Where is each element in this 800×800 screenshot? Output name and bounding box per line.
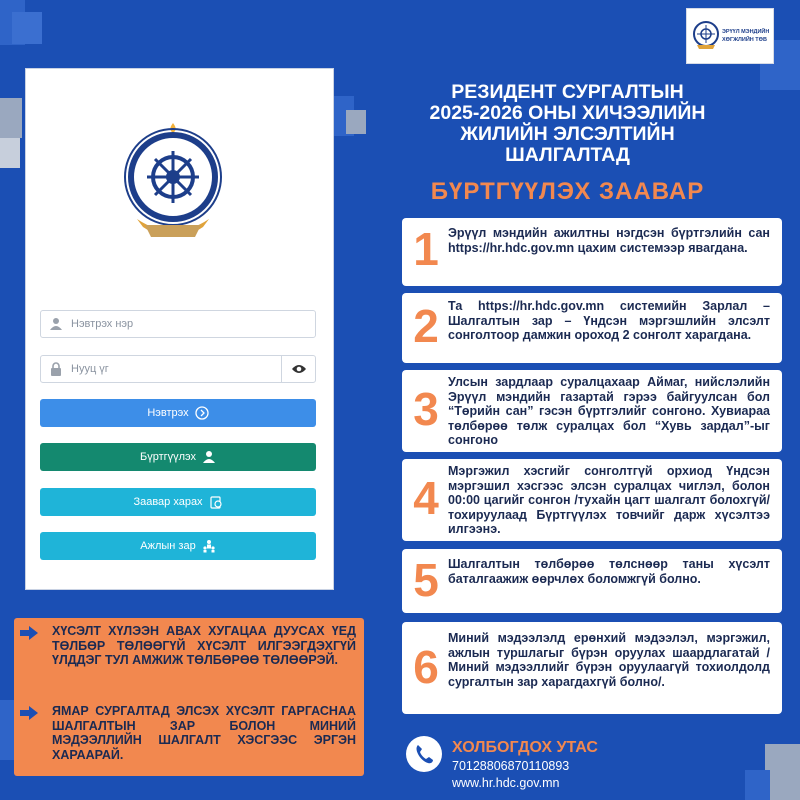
logo-text-line1: ЭРҮҮЛ МЭНДИЙН — [722, 29, 770, 35]
org-logo — [686, 8, 774, 64]
step-card — [402, 459, 782, 541]
step-card — [402, 370, 782, 452]
step-text: Та https://hr.hdc.gov.mn системийн Зарлал – Шалгалтын зар – Үндсэн мэргэшлийн элсэлт сонголтоор дамжин ороход 2 сонголт харагдана. — [448, 299, 770, 342]
title-line: 2025-2026 ОНЫ ХИЧЭЭЛИЙН — [429, 102, 706, 124]
decor-square — [745, 770, 770, 800]
decor-square — [765, 744, 800, 800]
contact-title: ХОЛБОГДОХ УТАС — [452, 739, 598, 756]
login-button-label: Нэвтрэх — [147, 407, 189, 419]
decor-square — [0, 98, 22, 138]
jobs-button-label: Ажлын зар — [140, 540, 196, 552]
health-center-emblem-small — [691, 19, 721, 53]
title-line: РЕЗИДЕНТ СУРГАЛТЫН — [451, 81, 684, 103]
register-button[interactable] — [40, 443, 316, 471]
step-card — [402, 218, 782, 286]
notice-text: ЯМАР СУРГАЛТАД ЭЛСЭХ ХҮСЭЛТ ГАРГАСНАА ШАЛГАЛТЫН ЗАР БОЛОН МИНИЙ МЭДЭЭЛЛИЙН ШАЛГАЛТ ХЭСГЭЭС ЭРГЭН ХАРААРАЙ. — [52, 704, 356, 762]
arrow-right-icon — [20, 626, 38, 640]
username-placeholder: Нэвтрэх нэр — [71, 318, 134, 330]
password-placeholder: Нууц үг — [71, 363, 109, 375]
logo-text-line2: ХӨГЖЛИЙН ТӨВ — [722, 37, 767, 43]
notice-box — [14, 618, 364, 776]
guide-button-label: Заавар харах — [133, 496, 203, 508]
step-number: 6 — [413, 641, 439, 693]
guide-icon — [209, 495, 223, 509]
jobs-button[interactable] — [40, 532, 316, 560]
step-text: Улсын зардлаар суралцахаар Аймаг, нийслэлийн Эрүүл мэндийн газартай гэрээ байгуулсан бол “Төрийн сан” гэсэн бүртгэлийг сонгоно. Хувиараа төлбөрөө төлж суралцах бол “Хувь зардал”-ыг сонгоно — [448, 375, 770, 447]
title-line: ШАЛГАЛТАД — [505, 144, 630, 166]
username-field[interactable] — [40, 310, 316, 338]
eye-icon — [291, 363, 307, 375]
page-title — [400, 82, 735, 166]
title-line: ЖИЛИЙН ЭЛСЭЛТИЙН — [460, 123, 675, 145]
step-number: 3 — [413, 383, 439, 435]
register-button-label: Бүртгүүлэх — [139, 451, 197, 463]
password-field[interactable] — [40, 355, 316, 383]
contact-website[interactable]: www.hr.hdc.gov.mn — [452, 776, 560, 790]
decor-square — [0, 138, 20, 168]
step-text: Шалгалтын төлбөрөө төлснөөр таны хүсэлт баталгаажиж өөрчлөх боломжгүй болно. — [448, 557, 770, 586]
guide-button[interactable] — [40, 488, 316, 516]
arrow-circle-icon — [195, 406, 209, 420]
phone-icon — [406, 736, 442, 772]
step-card — [402, 293, 782, 363]
show-password-toggle[interactable] — [281, 356, 315, 382]
notice-text: ХҮСЭЛТ ХҮЛЭЭН АВАХ ХУГАЦАА ДУУСАХ ҮЕД ТӨЛБӨР ТӨЛӨӨГҮЙ ХҮСЭЛТ ИЛГЭЭГДЭХГҮЙ ҮЛДДЭГ ТУЛ АМЖИЖ ТӨЛБӨРӨӨ ТӨЛӨӨРЭЙ. — [52, 624, 356, 667]
step-card — [402, 549, 782, 613]
step-text: Мэргэжил хэсгийг сонголтгүй орхиод Үндсэн мэргэшил хэсгээс элсэн суралцах чиглэл, болон 00:00 цагийг сонгон /тухайн цагт шалгалт болохгүй/ тохируулаад Бүртгүүлэх товчийг дарж хүсэлтээ илгээнэ. — [448, 464, 770, 536]
people-icon — [202, 539, 216, 553]
step-text: Миний мэдээлэлд ерөнхий мэдээлэл, мэргэжил, ажлын туршлагыг бүрэн оруулах шаардлагатай /Миний мэдээллийг бүрэн оруулаагүй тохиолдолд сургалтын зар харагдахгүй болно/. — [448, 631, 770, 689]
health-center-emblem — [111, 115, 236, 250]
arrow-right-icon — [20, 706, 38, 720]
contact-phones: 70128806870110893 — [452, 759, 570, 773]
lock-icon — [49, 362, 63, 376]
login-button[interactable] — [40, 399, 316, 427]
step-number: 2 — [413, 300, 439, 352]
decor-square — [12, 12, 42, 44]
login-panel — [25, 68, 334, 590]
step-number: 1 — [413, 223, 439, 275]
step-card — [402, 622, 782, 714]
step-number: 4 — [413, 472, 439, 524]
step-text: Эрүүл мэндийн ажилтны нэгдсэн бүртгэлийн сан https://hr.hdc.gov.mn цахим системээр явагдана. — [448, 226, 770, 255]
page-subtitle: БҮРТГҮҮЛЭХ ЗААВАР — [430, 178, 705, 205]
decor-square — [346, 110, 366, 134]
user-icon — [49, 317, 63, 331]
decor-square — [0, 700, 14, 760]
step-number: 5 — [413, 554, 439, 606]
user-add-icon — [202, 450, 216, 464]
